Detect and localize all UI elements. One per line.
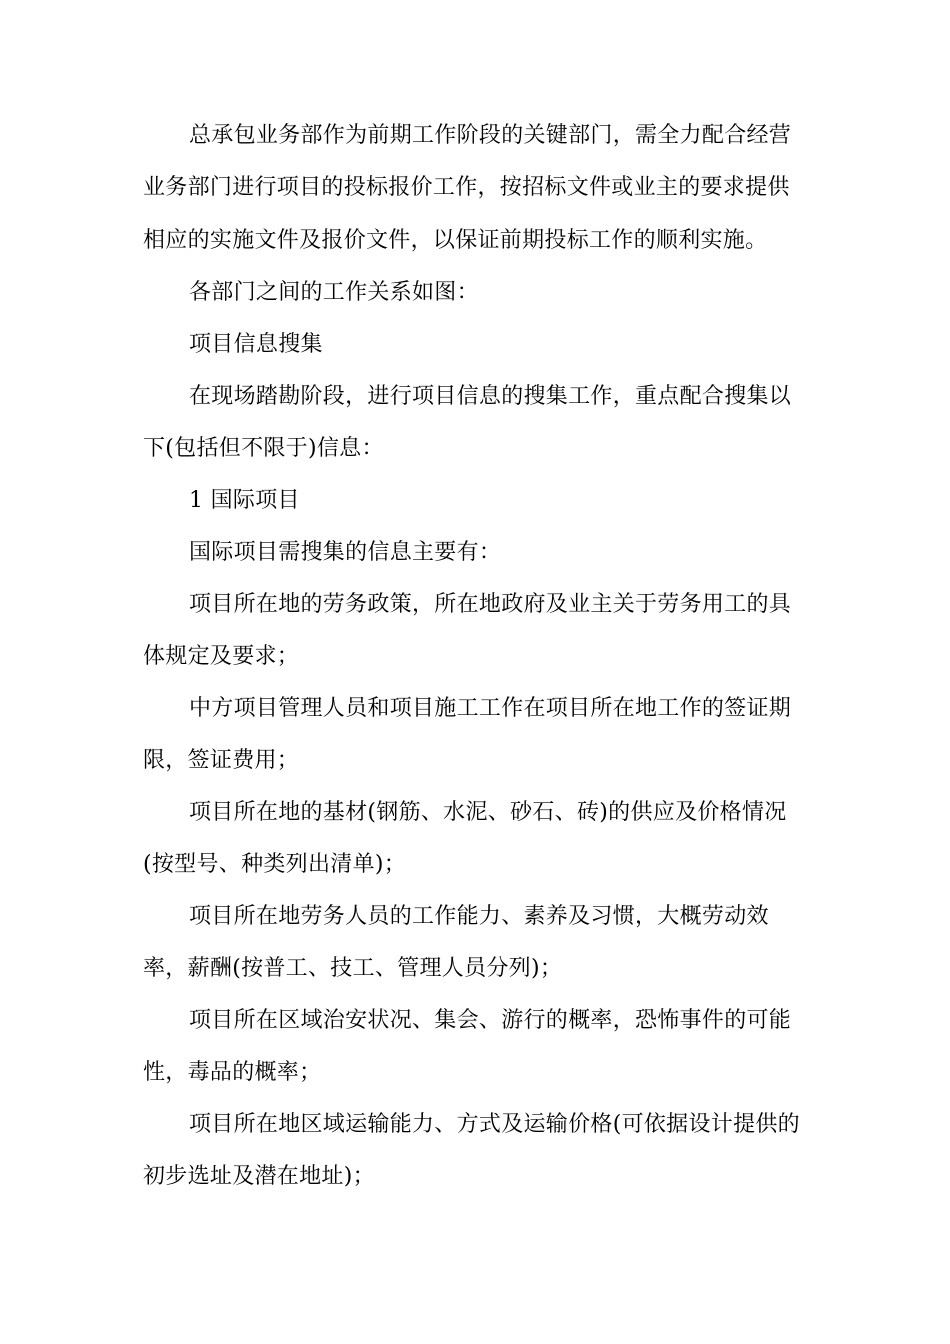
paragraph-line: 项目所在地区域运输能力、方式及运输价格(可依据设计提供的 (189, 1112, 800, 1137)
paragraph-line: 率，薪酬(按普工、技工、管理人员分列)； (143, 956, 563, 981)
paragraph-line: 国际项目需搜集的信息主要有： (189, 540, 502, 565)
paragraph-line: 总承包业务部作为前期工作阶段的关键部门，需全力配合经营 (189, 123, 792, 148)
paragraph-line: 项目所在区域治安状况、集会、游行的概率，恐怖事件的可能 (189, 1008, 792, 1033)
paragraph-line: 性，毒品的概率； (143, 1060, 322, 1085)
paragraph-line: 在现场踏勘阶段，进行项目信息的搜集工作，重点配合搜集以 (189, 384, 792, 409)
subsection-heading: 1 国际项目 (189, 488, 300, 513)
paragraph-line: 相应的实施文件及报价文件，以保证前期投标工作的顺利实施。 (143, 228, 768, 253)
paragraph-line: 业务部门进行项目的投标报价工作，按招标文件或业主的要求提供 (143, 175, 790, 200)
paragraph-line: (按型号、种类列出清单)； (143, 852, 407, 877)
paragraph-line: 项目所在地的劳务政策，所在地政府及业主关于劳务用工的具 (189, 592, 792, 617)
paragraph-line: 项目所在地劳务人员的工作能力、素养及习惯，大概劳动效 (189, 904, 769, 929)
section-heading: 项目信息搜集 (189, 332, 323, 357)
paragraph-line: 项目所在地的基材(钢筋、水泥、砂石、砖)的供应及价格情况 (189, 800, 787, 825)
paragraph-line: 体规定及要求； (143, 644, 300, 669)
paragraph-line: 各部门之间的工作关系如图： (189, 280, 479, 305)
paragraph-line: 初步选址及潜在地址)； (143, 1164, 375, 1189)
paragraph-line: 下(包括但不限于)信息： (143, 436, 384, 461)
paragraph-line: 中方项目管理人员和项目施工工作在项目所在地工作的签证期 (189, 696, 792, 721)
paragraph-line: 限，签证费用； (143, 748, 300, 773)
